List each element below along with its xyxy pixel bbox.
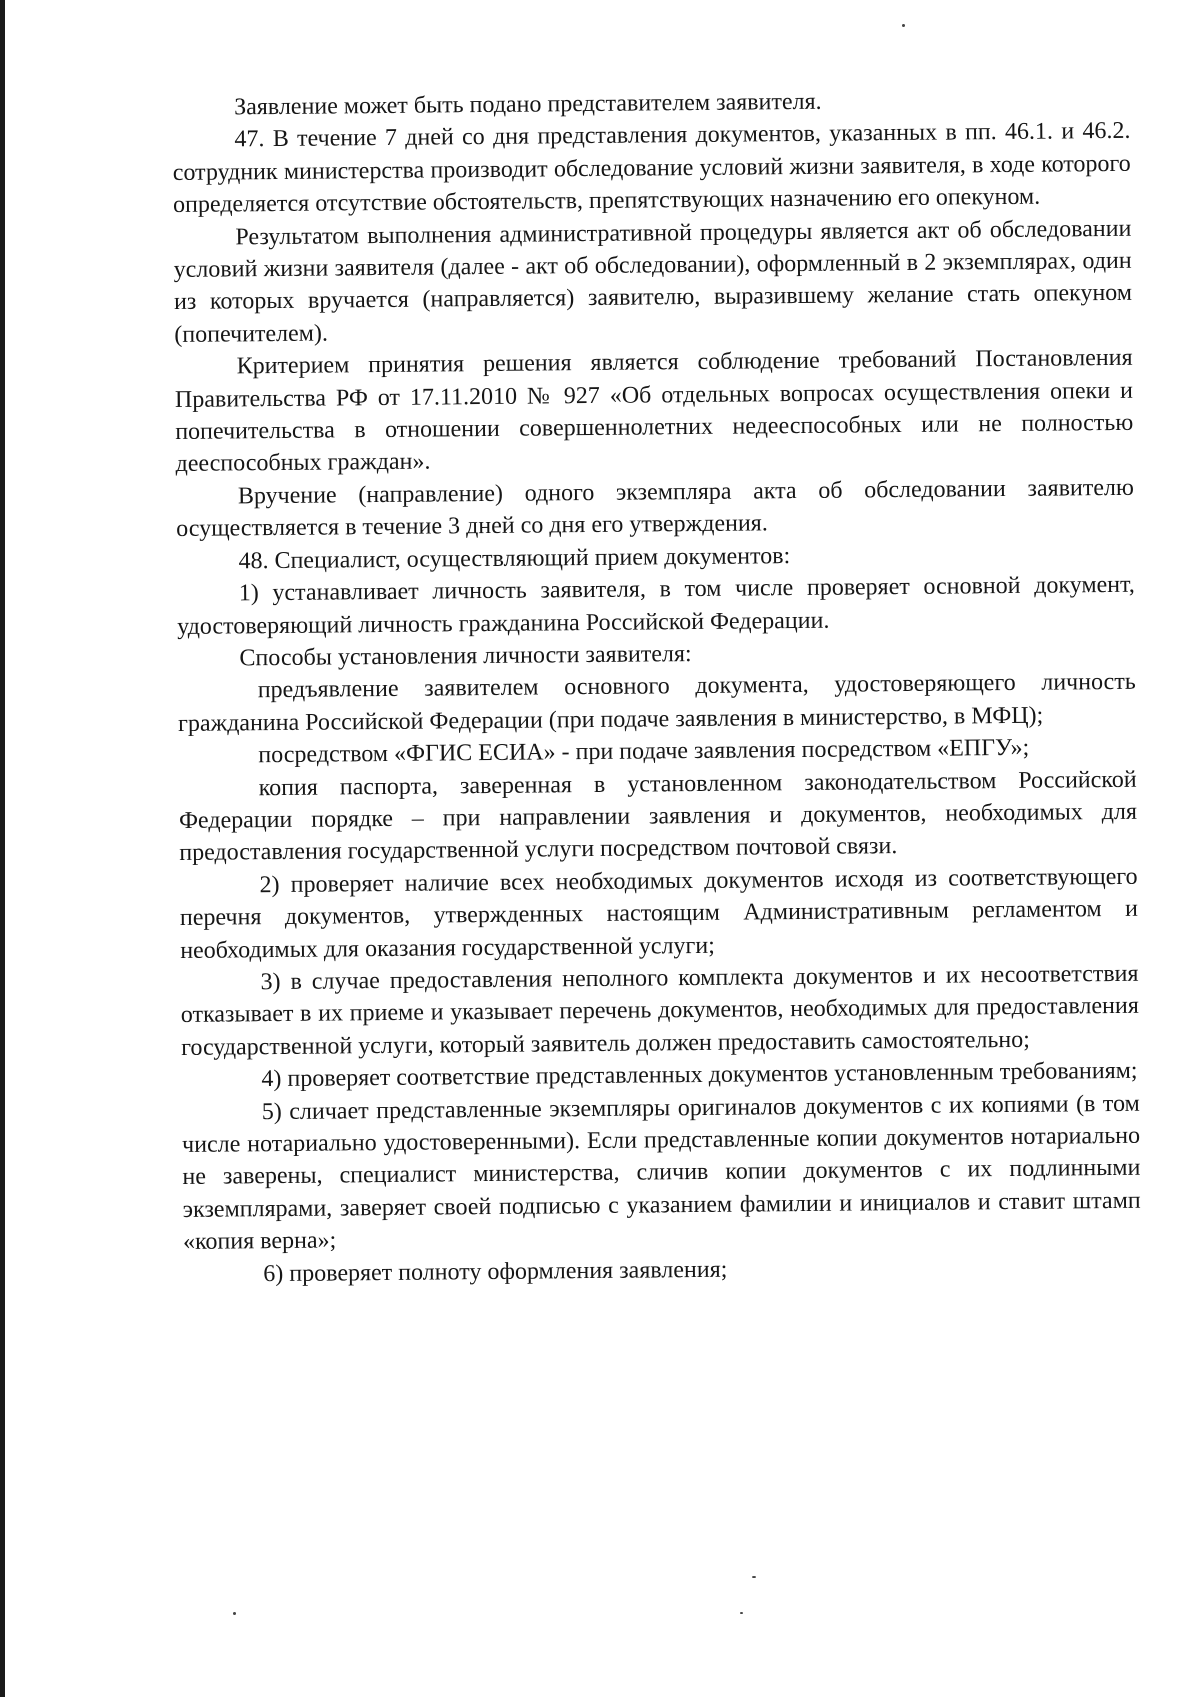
paragraph-subitem-3: 3) в случае предоставления неполного комплекта документов и их несоответствия отказывает в их приеме и указывает перечень документов, необходимых для предоставления государственной услуги, который заявитель должен предоставить самостоятельно; xyxy=(180,960,1139,1061)
paragraph-item-48: 48. Специалист, осуществляющий прием документов: xyxy=(238,542,791,575)
paragraph: предъявление заявителем основного документа, удостоверяющего личность гражданина Российской Федерации (при подаче заявления в министерство, в МФЦ); xyxy=(177,669,1136,737)
paragraph: Заявление может быть подано представителем заявителя. xyxy=(234,88,822,121)
paragraph: Вручение (направление) одного экземпляра акта об обследовании заявителю осуществляется в течение 3 дней со дня его утверждения. xyxy=(176,474,1134,543)
paragraph: копия паспорта, заверенная в установленном законодательством Российской Федерации порядке – при направлении заявления и документов, необходимых для предоставления государственной услуги посредством почтовой связи. xyxy=(178,766,1138,867)
document-body xyxy=(172,83,1141,1291)
paragraph-subitem-4: 4) проверяет соответствие представленных документов установленным требованиям; xyxy=(261,1057,1138,1093)
scan-speck xyxy=(233,1612,236,1615)
scan-speck xyxy=(752,1576,756,1578)
paragraph-subitem-5: 5) сличает представленные экземпляры оригиналов документов с их копиями (в том числе нотариально удостоверенными). Если представленные копии документов нотариально не заверены, специалист министерства, сличив копии документов с их подлинными экземплярами, заверяет своей подписью с указанием фамилии и инициалов и ставит штамп «копия верна»; xyxy=(181,1090,1141,1256)
paragraph-item-47: 47. В течение 7 дней со дня представления документов, указанных в пп. 46.1. и 46.2. сотрудник министерства производит обследование условий жизни заявителя, в ходе которого определяется отсутствие обстоятельств, препятствующих назначению его опекуном. xyxy=(172,118,1131,219)
paragraph-subitem-6: 6) проверяет полноту оформления заявления; xyxy=(263,1256,728,1287)
scan-speck xyxy=(902,24,905,27)
scan-speck xyxy=(740,1612,743,1614)
paragraph-subitem-2: 2) проверяет наличие всех необходимых документов исходя из соответствующего перечня документов, утвержденных настоящим Административным регламентом и необходимых для оказания государственной услуги; xyxy=(179,863,1139,964)
paragraph: Результатом выполнения административной процедуры является акт об обследовании условий жизни заявителя (далее - акт об обследовании), оформленный в 2 экземплярах, один из которых вручается (направляется) заявителю, выразившему желание стать опекуном (попечителем). xyxy=(173,215,1133,348)
paragraph: Критерием принятия решения является соблюдение требований Постановления Правительства РФ от 17.11.2010 № 927 «Об отдельных вопросах осуществления опеки и попечительства в отношении совершеннолетних недееспособных или не полностью дееспособных граждан». xyxy=(174,345,1134,478)
paragraph-subitem-1: 1) устанавливает личность заявителя, в том числе проверяет основной документ, удостоверяющий личность гражданина Российской Федерации. xyxy=(177,571,1135,640)
paragraph: Способы установления личности заявителя: xyxy=(239,640,692,672)
scan-edge-shadow xyxy=(0,0,5,1697)
paragraph: посредством «ФГИС ЕСИА» - при подаче заявления посредством «ЕПГУ»; xyxy=(258,734,1030,769)
